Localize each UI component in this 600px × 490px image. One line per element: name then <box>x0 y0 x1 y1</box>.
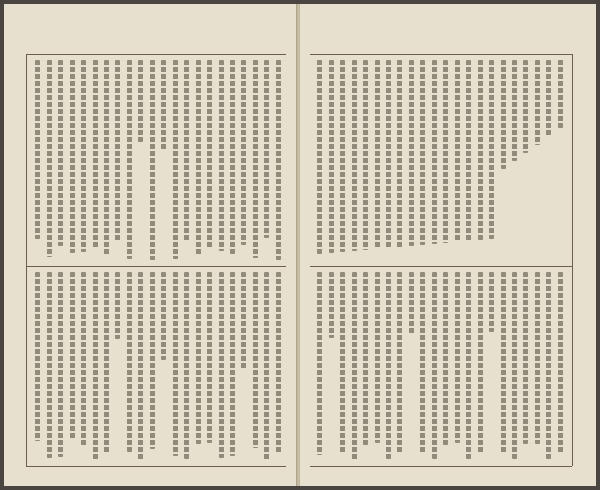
book-spread <box>4 4 596 486</box>
text-column <box>329 272 334 338</box>
text-column <box>104 272 109 454</box>
left-outer-rule <box>26 54 27 466</box>
text-column <box>70 272 75 440</box>
text-column <box>58 60 63 246</box>
text-column <box>489 60 494 239</box>
text-column <box>409 60 414 246</box>
text-column <box>478 60 483 240</box>
text-column <box>47 272 52 458</box>
text-column <box>47 60 52 257</box>
text-column <box>443 272 448 445</box>
text-column <box>264 272 269 460</box>
text-column <box>58 272 63 457</box>
text-column <box>455 60 460 242</box>
left-lower-text-block <box>32 272 284 460</box>
text-column <box>196 272 201 444</box>
text-column <box>386 272 391 459</box>
text-column <box>352 60 357 251</box>
left-top-rule <box>26 54 286 55</box>
left-page <box>4 4 298 486</box>
text-column <box>241 272 246 370</box>
text-column <box>466 60 471 241</box>
text-column <box>397 272 402 454</box>
right-middle-rule <box>310 266 572 267</box>
text-column <box>81 60 86 252</box>
text-column <box>420 272 425 453</box>
text-column <box>489 272 494 332</box>
text-column <box>375 60 380 249</box>
text-column <box>523 272 528 444</box>
text-column <box>523 60 528 153</box>
text-column <box>420 60 425 245</box>
left-upper-text-block <box>32 60 284 260</box>
text-column <box>546 60 551 137</box>
right-outer-rule <box>572 54 573 466</box>
text-column <box>241 60 246 245</box>
text-column <box>127 60 132 259</box>
text-column <box>115 60 120 241</box>
text-column <box>207 60 212 249</box>
text-column <box>535 272 540 444</box>
text-column <box>397 60 402 248</box>
text-column <box>317 272 322 455</box>
right-top-rule <box>310 54 572 55</box>
text-column <box>363 60 368 250</box>
text-column <box>161 60 166 150</box>
text-column <box>466 272 471 459</box>
text-column <box>558 60 563 128</box>
text-column <box>455 272 460 443</box>
text-column <box>207 272 212 443</box>
text-column <box>501 60 506 169</box>
text-column <box>512 272 517 459</box>
text-column <box>184 60 189 242</box>
text-column <box>546 272 551 459</box>
right-bottom-rule <box>310 466 572 467</box>
text-column <box>386 60 391 249</box>
text-column <box>276 272 281 453</box>
text-column <box>264 60 269 238</box>
text-column <box>230 272 235 456</box>
text-column <box>432 60 437 244</box>
text-column <box>173 60 178 259</box>
text-column <box>363 272 368 445</box>
text-column <box>150 272 155 449</box>
text-column <box>375 272 380 443</box>
text-column <box>219 272 224 458</box>
text-column <box>161 272 166 360</box>
text-column <box>138 272 143 460</box>
text-column <box>443 60 448 243</box>
text-column <box>340 60 345 252</box>
text-column <box>535 60 540 145</box>
text-column <box>558 272 563 454</box>
text-column <box>115 272 120 339</box>
text-column <box>127 272 132 452</box>
text-column <box>81 272 86 447</box>
text-column <box>478 272 483 454</box>
text-column <box>501 272 506 454</box>
text-column <box>104 60 109 256</box>
text-column <box>352 272 357 460</box>
text-column <box>317 60 322 254</box>
text-column <box>35 60 40 239</box>
text-column <box>253 60 258 258</box>
text-column <box>93 272 98 460</box>
text-column <box>93 60 98 248</box>
text-column <box>432 272 437 459</box>
left-middle-rule <box>26 266 286 267</box>
text-column <box>329 60 334 253</box>
text-column <box>35 272 40 441</box>
text-column <box>230 60 235 254</box>
right-page <box>300 4 596 486</box>
text-column <box>219 60 224 251</box>
text-column <box>196 60 201 256</box>
left-bottom-rule <box>26 466 286 467</box>
text-column <box>173 272 178 456</box>
text-column <box>150 60 155 260</box>
text-column <box>276 60 281 260</box>
text-column <box>253 272 258 448</box>
text-column <box>138 60 143 142</box>
right-upper-text-block <box>314 60 566 260</box>
text-column <box>70 60 75 253</box>
text-column <box>512 60 517 161</box>
text-column <box>340 272 345 453</box>
text-column <box>409 272 414 335</box>
right-lower-text-block <box>314 272 566 460</box>
text-column <box>184 272 189 459</box>
